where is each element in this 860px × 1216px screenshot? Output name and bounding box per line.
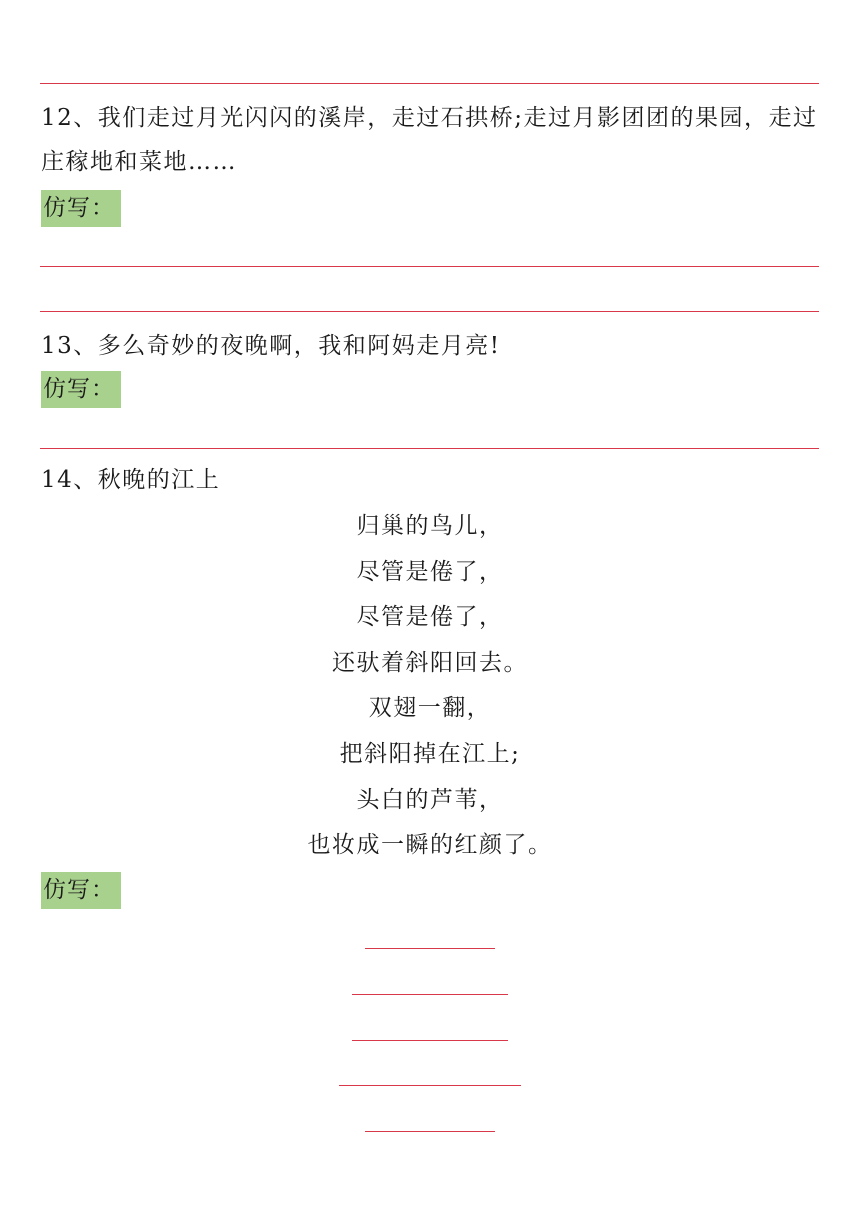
poem — [0, 504, 860, 869]
imitate-label: 仿写： — [41, 872, 121, 909]
answer-line[interactable] — [40, 266, 819, 267]
poem-blank-line[interactable] — [365, 1131, 495, 1132]
poem-line: 尽管是倦了， — [356, 558, 504, 585]
answer-line[interactable] — [40, 448, 819, 449]
poem-line: 也妆成一瞬的红颜了。 — [307, 832, 553, 859]
poem-line: 把斜阳掉在江上; — [339, 740, 521, 767]
poem-blank-line[interactable] — [352, 994, 508, 995]
divider-line — [40, 83, 819, 84]
poem-blank-line[interactable] — [339, 1085, 521, 1086]
poem-blank-line[interactable] — [365, 948, 495, 949]
question-12-text: 12、我们走过月光闪闪的溪岸，走过石拱桥;走过月影团团的果园，走过庄稼地和菜地…… — [41, 105, 818, 175]
imitate-label: 仿写： — [41, 190, 121, 227]
question-14-title: 14、秋晚的江上 — [41, 467, 221, 493]
poem-line: 还驮着斜阳回去。 — [332, 649, 528, 676]
poem-line: 双翅一翻， — [368, 695, 492, 722]
poem-line: 头白的芦苇， — [356, 786, 504, 813]
divider-line — [40, 311, 819, 312]
poem-line: 尽管是倦了， — [356, 604, 504, 631]
poem-line: 归巢的鸟儿， — [356, 513, 504, 539]
poem-blank-line[interactable] — [352, 1040, 508, 1041]
imitate-label: 仿写： — [41, 371, 121, 408]
question-13-text: 13、多么奇妙的夜晚啊，我和阿妈走月亮! — [41, 333, 501, 359]
